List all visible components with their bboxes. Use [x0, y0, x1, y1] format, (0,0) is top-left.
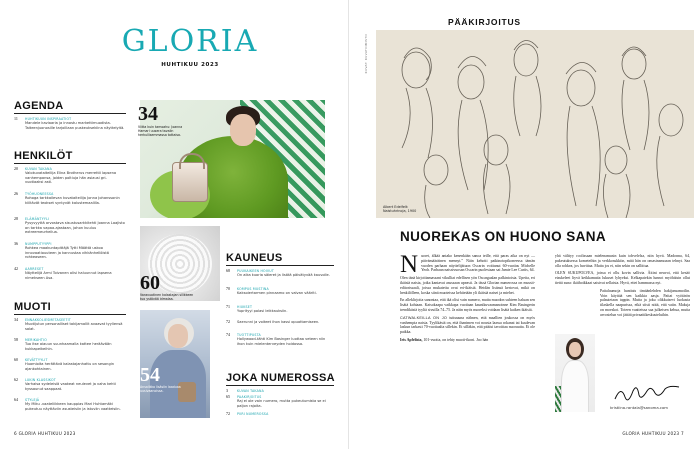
entry-tag: PAAKIRJOITUS [237, 395, 262, 399]
cover-feature-photo[interactable] [140, 100, 325, 218]
page-number: 70 [226, 286, 230, 291]
feature-page-number: 54 [140, 364, 160, 386]
entry-tag: HUHTIKUUN INSPIRAATIOT [25, 117, 72, 121]
paragraph: En alleklirjoita sanontaa, että ikä olisi vain numero, mutta muodon suhteen haluan sen lisätä kohtaan. Katsokaapa vaikkapa vuotiaan kaunikuvaamanoinne Kim Basingerin trendikästä tyyliä sivuilla 74–75. Ja näin myös nuoreksi voidaan lisätä kaiken ikäisiä. [400, 298, 535, 312]
paragraph-lead: CATWALKEILLA ON JO [400, 315, 447, 320]
page-number: 28 [14, 216, 18, 221]
paragraph: yhä välttyy roolissaan mielenamusin kuin tohvelelsa, niin hyvä. Madonna, 64, pukeutuksessa kometeihin ja verkkosukkiin, mitä hän on omasinamoaan tehnyt. Saa olla rohkea, jos huvittaa. Mutta jos ei, niin sekin on sallittua. [555, 254, 690, 268]
section-divider [226, 265, 334, 266]
entry-tag: MERIKAHTIO [25, 338, 47, 342]
entry-text: Kaksoiertarmen pinnaamo on valvan vääriti. [237, 291, 317, 296]
issue-date: HUHTIKUU 2023 [161, 62, 219, 68]
entry-tag: AARRESET [25, 267, 44, 271]
section-title-kauneus: KAUNEUS [226, 252, 283, 264]
sketch-drawing [376, 30, 694, 218]
paragraph [400, 316, 535, 335]
section-title-joka-numerossa: JOKA NUMEROSSA [226, 372, 335, 384]
entry-tag: KUVAN TAKANA [25, 167, 52, 171]
entry-text: Rohoga tarkkailevan kuvataiteilija Jonna Johanssonin kiiltävät teokset syntyvät kalustemaalilla. [25, 196, 120, 205]
page-number: 74 [226, 332, 230, 337]
page-number: 68 [226, 268, 230, 273]
paragraph-lead: Iris Apfelista, [400, 337, 423, 342]
illustration-caption: Albert Edelfelt: Naistuhrinoja, 1900 [383, 205, 417, 213]
model-face [230, 114, 256, 146]
page-number: 26 [14, 191, 18, 196]
entry-tag: KEVÄTTYYLIT [25, 358, 48, 362]
page-footer: 6 GLORIA HUHTIKUU 2023 [14, 431, 76, 436]
entry-text: Näyttelijä Armi Toivanen olisi haluunnut lapsena nimekseen Asa. [25, 271, 112, 280]
page-number: 72 [226, 319, 230, 324]
entry-tag: STYLEJÄ [25, 398, 40, 402]
entry-tag: ELÄMÄNTYYLI [25, 217, 50, 221]
page-number: 58 [14, 337, 18, 342]
page-number: 65 [226, 394, 230, 399]
entry-text: My Miku -vaateliikkeen kauppias Mari Huhtamäki pukeutuu näyttäviin asusteisiin ja istuviin vaatteisiin. [25, 402, 121, 411]
section-divider [14, 113, 126, 114]
page-number: 36 [14, 241, 18, 246]
entry-tag: HIUKSET [237, 305, 253, 309]
editor-email[interactable]: kristiina.rantala@sanoma.com [610, 405, 668, 410]
section-divider [14, 163, 126, 164]
page-number: 42 [14, 266, 18, 271]
entry-tag: KOMPUS MUSTINA [237, 287, 269, 291]
page-footer: GLORIA HUHTIKUU 2023 7 [622, 431, 684, 436]
entry-text: Varhaisa sydeleisiä vaakeat neulevet ja vaha kehti kyssaunut saappaat. [25, 382, 116, 391]
entry-text: Pysyvyyttä arvostava sisustusarkkitehti Joanna Laajisto on tarkka vapaa-ajastaan, johon kuuluu extreemeurheilua. [25, 221, 125, 235]
section-title-henkilot: HENKILÖT [14, 150, 73, 162]
section-divider [14, 314, 126, 315]
feature-caption: Varavuotinen kalastajan silikkeen tuo ystävää idmalaa. [140, 293, 194, 301]
entry-text: Saerunni ja voiteet ihon kassi opuottamiseen. [237, 320, 320, 324]
entry-tag: LUKIN KLASSIKOT [25, 378, 56, 382]
editor-portrait[interactable] [555, 334, 595, 412]
paragraph: Paitalaumoja hunttais timäänlehden hakijansamoilin. Voin käyttää sen kaikkia aasja. Paitat vyötärön palautetaan tappin. Mutta ja joku olikkuisevi luokasta tilaskella naapurissa, eikä siisti niitä, että vaiin. Maksja on moeskot. Toteen vaatteissa saa julkeisen kehua, mutta arvostelun voi jättää privaattikeskusteluihin. [600, 288, 690, 317]
page-number: 3 [226, 388, 228, 393]
editor-face [569, 342, 581, 357]
entry-text: Yuprityyi polasi leikkauksiin. [237, 309, 288, 314]
paragraph [400, 338, 535, 343]
paragraph: uoret, älkää antako kenenkään sanoa teille, että paras aika on nyt — päivämääräinen mennyt.” Näin kehotti paikinotopikoneessa tämän vuoden parhaan näyttelijätuon Oscarin voittanut 60-vuotias Michelle Yeoh. Parhaan naissivuosan Oscarin puolestaan sai Jamie Lee Curtis, 64. [421, 254, 535, 273]
edelfelt-illustration[interactable] [376, 30, 694, 218]
paragraph: OLEN SUKUPOLVEA, joissa ei ollu kovin sallivia. Äitini neuvoi, että kesäö eiaskeleet liyvä keikkamatta lukuset lyhyeksi. Kelkapaiekin lunnot myöhäisin ollut tiettä suna: ikäihoikkaat saisivat sellaista. Hyvä, ettei hammassa nyt. [555, 271, 690, 285]
page-number: 62 [14, 377, 18, 382]
entry-tag: NUMPPUTYYPPI [25, 242, 52, 246]
page-number: 64 [14, 397, 18, 402]
feature-caption: Ansalikko lisäsiin laaduaa uusivaanoissa. [140, 385, 181, 393]
entry-text: Raj ei ole vain numero, mutta pukeutumista se ei paljon rajoita. [237, 399, 326, 408]
editor-body [561, 360, 589, 412]
page-number: 11 [14, 116, 18, 121]
model-face [168, 324, 188, 348]
paragraph-text: 101-vuotta, on tehty muoti-ikoni. Joo hän [423, 337, 489, 342]
photo-credit: KUVAT: KUVATOIMISTO [364, 34, 368, 74]
section-title-muoti: MUOTI [14, 301, 51, 313]
drop-cap: N [400, 251, 419, 278]
page-number: 34 [14, 317, 18, 322]
paragraph: Olen tänä kirjoittamassani vikulliat edellisen yön Oscargaalan palkintoista. Upeita, eri ikäisiä naisia, jotka kantavat asussaan upeasti. Ja tässä Glorian numerossa on mussit-editorissaali, joissa mukatettu ovat eri-ikäisiä. Heidän lisänsä kertovat, mikä on henkilölleen, koska siinä muoteissa kehitetään yli ikäisiä naisei ja miehet. [400, 276, 535, 295]
entry-text: Hollywood-tähti Kim Basinger luottaa veteen niin ihon kuin mielenterveyden hoidossa. [237, 337, 326, 346]
entry-tag: PIIRI NUMEROSSA [237, 412, 269, 416]
entry-text: Valokuvataiteilija Elina Brotherus merrettii lapsena vanhempansa, joiden poltiuja hän asiausi gri-vuotiaaksi asti. [25, 171, 117, 185]
magazine-logo: GLORIA [121, 24, 259, 59]
feature-caption: Viitta kuin tamoahu: Joanna Hamari uusera tavalin herkullisemmassa tottaisa. [138, 125, 183, 137]
handbag [172, 162, 208, 202]
feature-page-number: 60 [140, 272, 160, 294]
entry-tag: TUOTTIPUSTA [237, 333, 261, 337]
entry-text: Tuo itse aiauun suunhaamalla kattee heräävään kukkapeikeihin. [25, 342, 112, 351]
entry-text: Huomioita herättävä kalastajanhattu on sesongin ajankohtainen. [25, 362, 114, 371]
entry-tag: KUVAN TAKANA [237, 389, 264, 393]
page-number: 71 [226, 304, 230, 309]
paragraph-text: tuttuuuna nähnen, että maallien joukossa on myös vanhempia naisia. Tyylikästä on, että ihanimen voi nousta laassa rokanat tai kuulevan laskun tarkasti 70-vuotiaalta sillekin. Et silläkin, että pitäisi tavoittaa nuoruutta. Ei ole paikka. [400, 315, 535, 335]
page-number: 60 [14, 357, 18, 362]
entry-tag: ENNAKKOLIESMETASEETIT [25, 318, 71, 322]
section-title-agenda: AGENDA [14, 100, 64, 112]
entry-text: Rohkea maakuntapittäjä Tytti Määttä uskoo innovaatiouuteen ja kannustaa vihkänhellöistä rohkeaseen. [25, 246, 109, 260]
page-number: 20 [14, 166, 18, 171]
page-number: 72 [226, 411, 230, 416]
page-gutter [348, 0, 349, 449]
section-divider [226, 385, 334, 386]
entry-text: Mandele kaviaaria ja innostu markettimuodista. Taiteenjuonosille tarjoillaan puskeuksekiina näyttelyitä. [25, 121, 125, 130]
editor-signature [613, 385, 683, 403]
editorial-headline: NUOREKAS ON HUONO SANA [400, 229, 607, 244]
feature-page-number: 34 [138, 103, 158, 125]
entry-tag: TYÖHUONEESSA [25, 192, 54, 196]
editorial-column-1 [400, 251, 535, 346]
entry-text: Muotijutun personalliset takijamallit avaavat tyyliensä salat. [25, 322, 123, 331]
editorial-column-2 [555, 254, 690, 321]
entry-text: On aika kuoria säieret ja lisätä päivätyvää kauvolle. [237, 273, 330, 278]
section-label: PÄÄKIRJOITUS [448, 17, 521, 27]
entry-tag: PUUKAIKEEN HOIVUT [237, 269, 274, 273]
